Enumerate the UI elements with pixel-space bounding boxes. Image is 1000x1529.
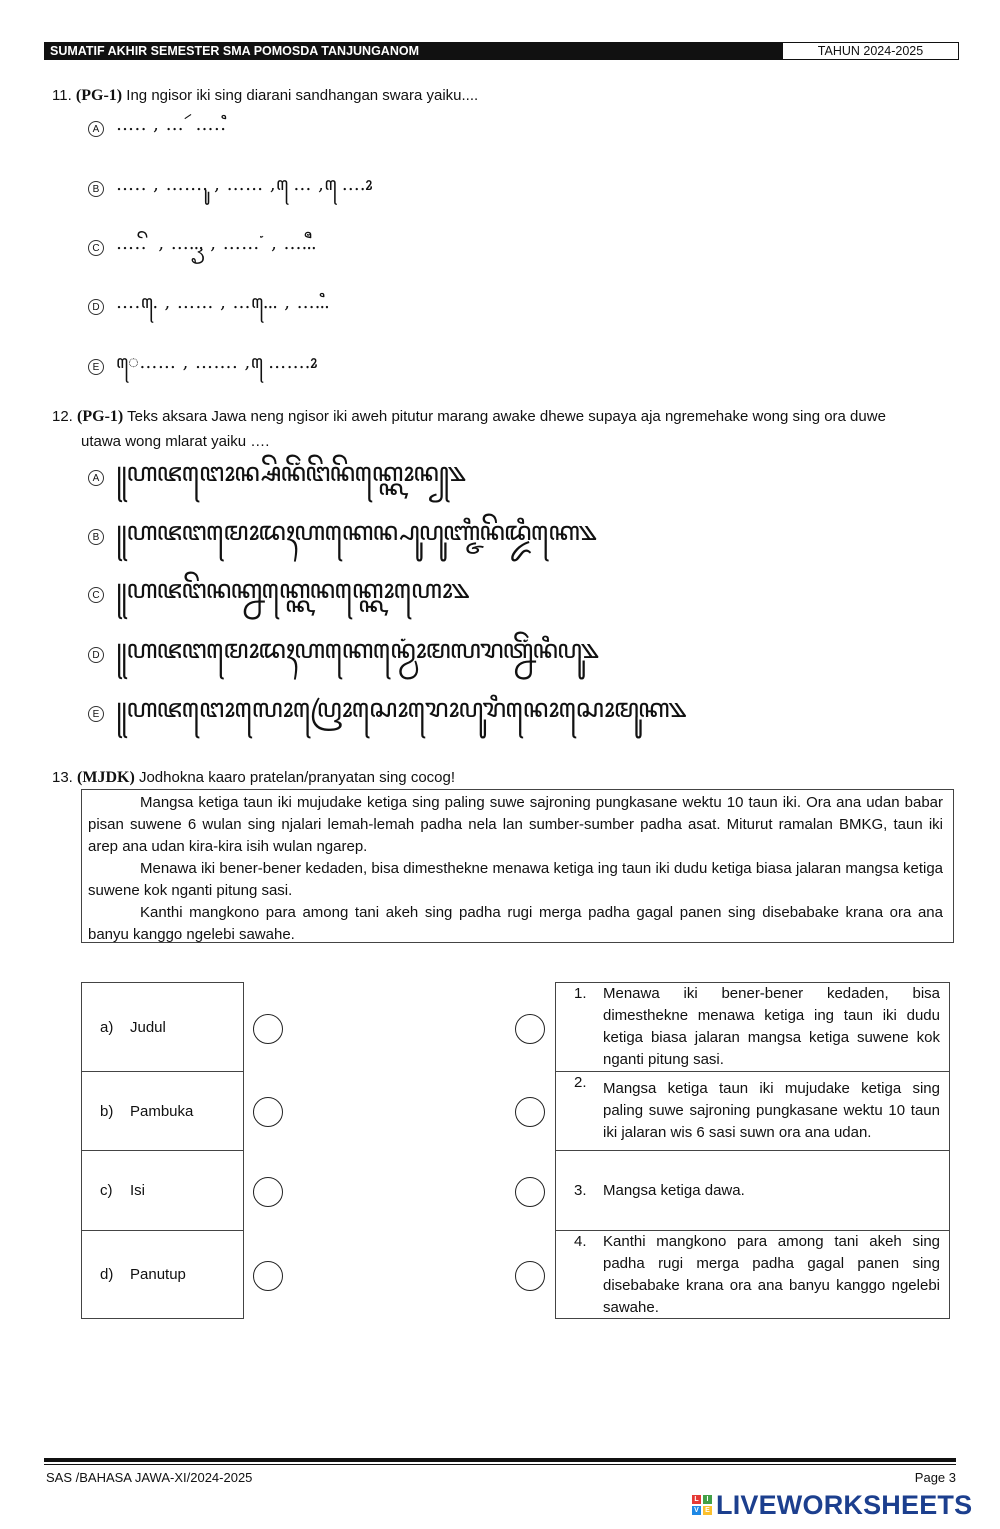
question-tag: (PG-1) — [75, 87, 123, 104]
left-label: Panutup — [130, 1266, 186, 1283]
match-left-judul — [81, 982, 244, 1072]
q12-option-a[interactable] — [88, 457, 465, 492]
footer-rule-thin — [44, 1464, 956, 1465]
q12-option-c[interactable] — [88, 574, 469, 609]
match-right-connector-4[interactable] — [515, 1261, 545, 1291]
q12-option-b[interactable] — [88, 516, 596, 551]
option-text: ….. , …….ꦸ , …… , ꦺ… , ꦺ….ꦴ — [116, 174, 373, 195]
right-number: 1. — [574, 985, 587, 1002]
q11-option-c[interactable] — [88, 233, 317, 259]
question-12 — [52, 406, 957, 428]
match-right-connector-3[interactable] — [515, 1177, 545, 1207]
match-right-1 — [555, 982, 950, 1072]
match-right-connector-1[interactable] — [515, 1014, 545, 1044]
question-number: 11. — [52, 87, 72, 104]
left-label: Isi — [130, 1182, 145, 1199]
header-school: SUMATIF AKHIR SEMESTER SMA POMOSDA TANJUNGANOM — [44, 42, 782, 60]
question-number: 12. — [52, 408, 73, 425]
footer-rule — [44, 1458, 956, 1462]
footer-page-number: Page 3 — [914, 1470, 956, 1485]
question-text-line1: Teks aksara Jawa neng ngisor iki aweh pitutur marang awake dhewe supaya aja ngremehake wong sing ora duwe — [127, 408, 886, 425]
match-right-connector-2[interactable] — [515, 1097, 545, 1127]
option-javanese-text: ꧋ꦲꦗꦔꦺꦴꦭꦺꦴꦥꦿꦺꦴꦱꦺꦴꦫꦺꦴꦥꦸꦫꦶꦤꦺꦴꦱꦺꦴꦩꦸꦏ꧉ — [116, 693, 686, 724]
q12-option-d[interactable] — [88, 634, 598, 669]
option-letter: A — [88, 121, 104, 137]
question-11 — [52, 85, 478, 107]
option-letter: B — [88, 529, 104, 545]
left-label: Pambuka — [130, 1102, 194, 1120]
option-letter: E — [88, 706, 104, 722]
question-13 — [52, 767, 455, 789]
match-left-connector-d[interactable] — [253, 1261, 283, 1291]
q11-option-a[interactable] — [88, 114, 232, 140]
left-letter: b) — [100, 1102, 114, 1120]
option-text: ….. ꦼ , ……ꦽ , …… ꦁ , ……ꦷ — [116, 233, 317, 254]
header-year: TAHUN 2024-2025 — [782, 42, 959, 60]
q11-option-d[interactable] — [88, 292, 330, 318]
left-letter: a) — [100, 1018, 114, 1036]
right-text: Kanthi mangkono para among tani akeh sing padha rugi merga padha gagal panen sing disebabake krana ora ana banyu kanggo ngelebi sawahe. — [603, 1232, 940, 1316]
question-tag: (MJDK) — [77, 769, 135, 786]
question-tag: (PG-1) — [77, 408, 124, 425]
left-label: Judul — [130, 1018, 166, 1036]
passage-paragraph: Menawa iki bener-bener kedaden, bisa dimesthekne menawa ketiga ing taun iki dudu ketiga biasa jalaran mangsa ketiga suwene kok nganti pitung sasi. — [88, 860, 943, 899]
liveworksheets-logo — [692, 1490, 972, 1520]
option-letter: E — [88, 359, 104, 375]
q11-option-e[interactable] — [88, 352, 318, 378]
q12-option-e[interactable] — [88, 693, 686, 728]
right-number: 3. — [574, 1181, 587, 1199]
reading-passage — [81, 789, 954, 943]
footer-course: SAS /BAHASA JAWA-XI/2024-2025 — [46, 1470, 253, 1485]
right-number: 2. — [574, 1074, 587, 1091]
passage-paragraph: Mangsa ketiga taun iki mujudake ketiga sing paling suwe sajroning pungkasane wektu 10 taun iki. Ora ana udan babar pisan suwene 6 wulan sing njalari lemah-lemah padha nela lan sumber-sumber padha asat. Miturut ramalan BMKG, taun iki arep ana udan kira-kira isih wulan ngarep. — [88, 794, 943, 855]
option-letter: D — [88, 299, 104, 315]
question-text: Jodhokna kaaro pratelan/pranyatan sing cocog! — [138, 769, 456, 786]
question-text: Ing ngisor iki sing diarani sandhangan swara yaiku.... — [126, 87, 479, 104]
q11-option-b[interactable] — [88, 174, 373, 200]
right-text: Mangsa ketiga dawa. — [603, 1181, 745, 1199]
question-number: 13. — [52, 769, 73, 786]
option-javanese-text: ꧋ꦲꦗꦔꦺꦴꦤ꧀ꦱꦼꦤꦼꦁꦔꦼꦤꦼꦏ꧀ꦏꦺꦴꦤ꧀꧉ — [116, 457, 465, 488]
match-right-2 — [555, 1071, 950, 1151]
match-left-panutup — [81, 1230, 244, 1319]
liveworksheets-brand: LIVEWORKSHEETS — [716, 1489, 973, 1520]
match-right-4 — [555, 1230, 950, 1319]
option-javanese-text: ꧋ꦲꦗꦔꦼꦤꦏ꧀ꦤꦏ꧀ꦏꦺꦤꦏ꧀ꦏꦺꦴꦲꦺꦴ꧉ — [116, 574, 469, 605]
match-left-connector-a[interactable] — [253, 1014, 283, 1044]
match-left-isi — [81, 1150, 244, 1231]
option-text: ….. , … ꦂ ….. ꦶ — [116, 114, 232, 135]
option-letter: D — [88, 647, 104, 663]
right-number: 4. — [574, 1233, 587, 1250]
option-text: ꦺ…… , ……. , ꦺ…….ꦴ — [116, 352, 318, 373]
option-letter: C — [88, 240, 104, 256]
right-text: Menawa iki bener-bener kedaden, bisa dimesthekne menawa ketiga ing taun iki dudu ketiga biasa jalaran mangsa ketiga suwene kok nganti pitung sasi. — [603, 985, 940, 1068]
passage-paragraph: Kanthi mangkono para among tani akeh sing padha rugi merga padha gagal panen sing disebabake krana ora ana banyu kanggo ngelebi sawahe. — [88, 904, 943, 943]
match-left-connector-b[interactable] — [253, 1097, 283, 1127]
option-letter: B — [88, 181, 104, 197]
option-letter: A — [88, 470, 104, 486]
match-right-3 — [555, 1150, 950, 1231]
match-left-pambuka — [81, 1071, 244, 1151]
left-letter: d) — [100, 1266, 114, 1283]
option-javanese-text: ꧋ꦲꦗꦔꦩꦺꦴꦢꦃꦲꦏꦺꦤ꧀ꦥꦸꦥꦸꦚ꧀ꦗꦶꦤꦼꦢ꧀ꦢꦶꦏꦺ꧉ — [116, 516, 596, 547]
left-letter: c) — [100, 1182, 113, 1199]
match-left-connector-c[interactable] — [253, 1177, 283, 1207]
option-javanese-text: ꧋ꦲꦗꦔꦩꦺꦴꦢꦃꦲꦏꦺꦤ꧀ꦮꦺꦴꦁꦩꦭꦫꦠ꧀ꦤꦼꦁꦤꦶꦥꦸ꧉ — [116, 634, 598, 665]
right-text: Mangsa ketiga taun iki mujudake ketiga sing paling suwe sajroning pungkasane wektu 10 taun iki jalaran wis 6 sasi suwn ora ana udan. — [603, 1080, 940, 1141]
option-text: …..ꦺ , …… , ……ꦺ , ……ꦶ — [116, 292, 330, 313]
option-letter: C — [88, 587, 104, 603]
liveworksheets-logo-icon: L I V E — [692, 1495, 712, 1515]
question-12-line2: utawa wong mlarat yaiku …. — [81, 433, 270, 450]
